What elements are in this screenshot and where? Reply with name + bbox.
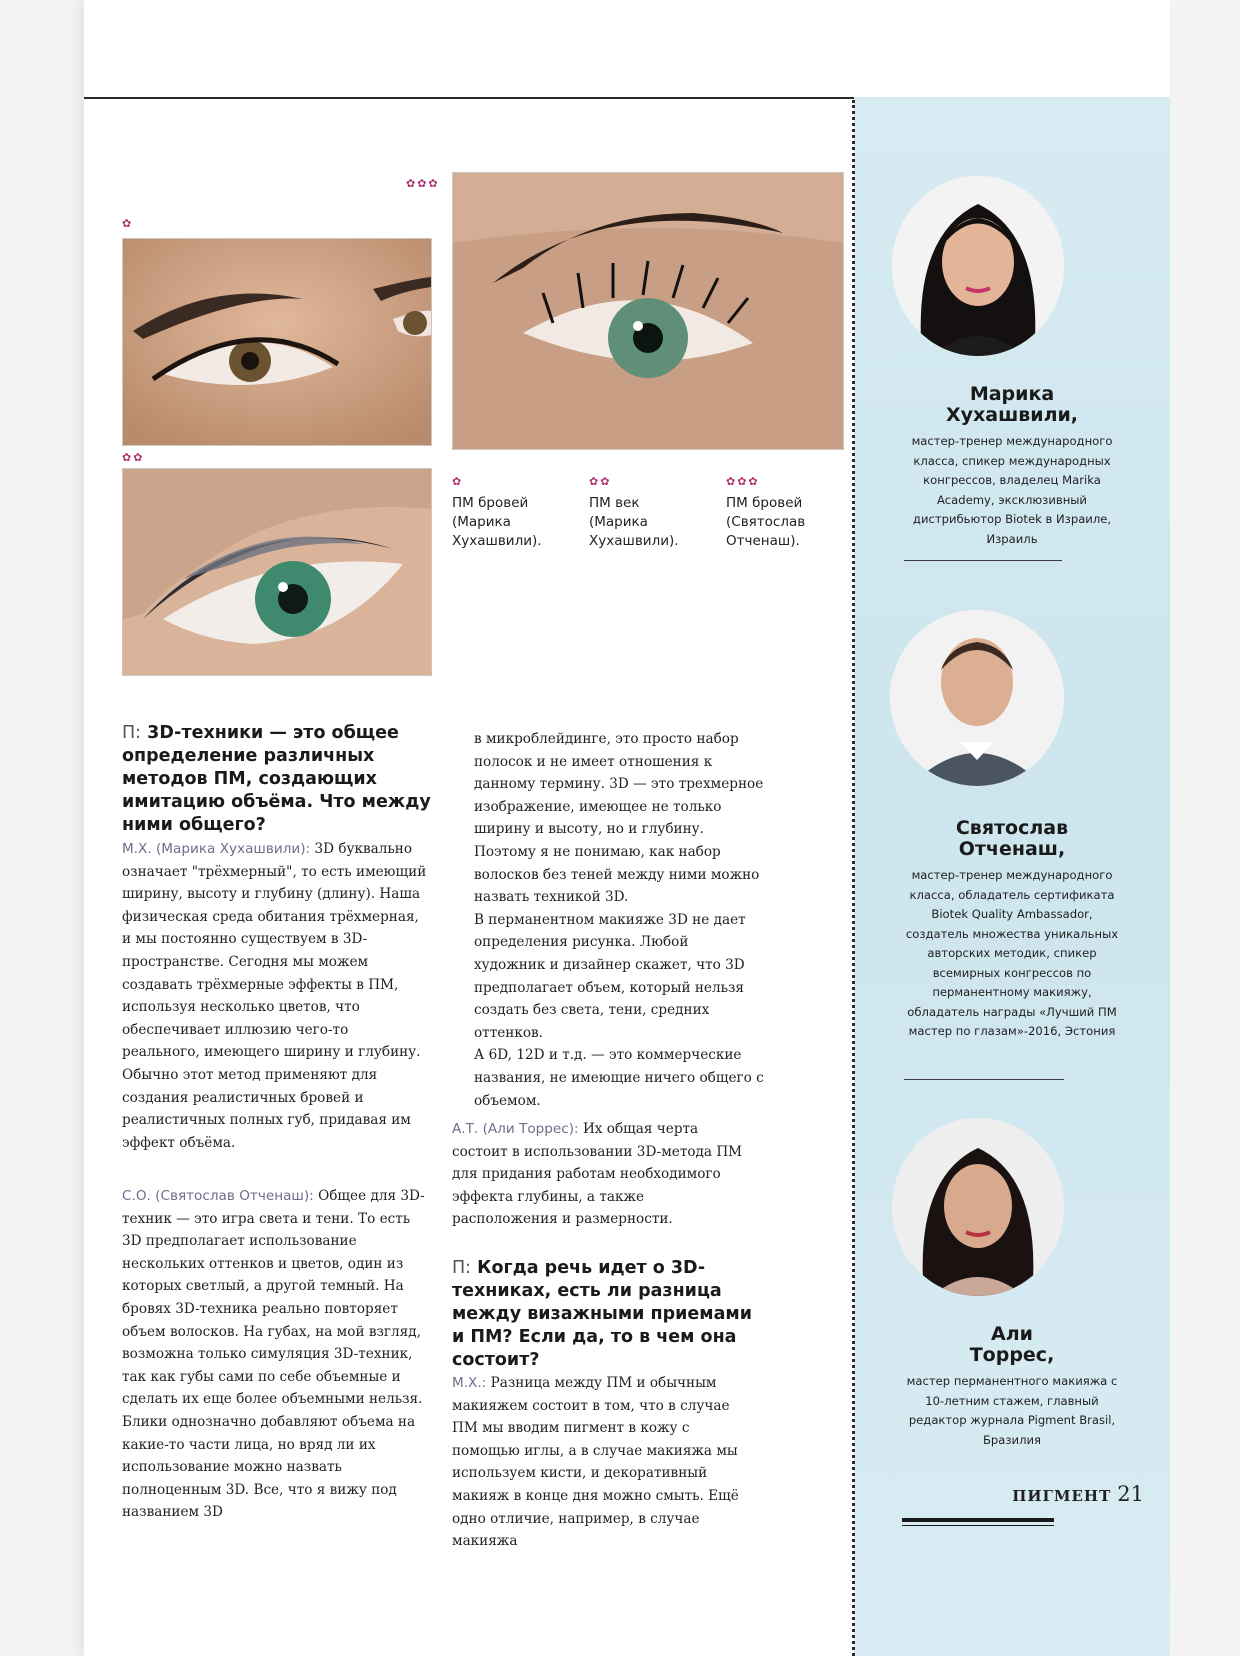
photo-brow-pm-1 [122,238,432,446]
answer-mh-2 [452,1372,752,1553]
answer-so-1 [122,1185,430,1524]
expert-last-name: Отченаш, [958,838,1066,860]
expert-separator [904,1079,1064,1080]
avatar-ali [892,1118,1064,1296]
page-folio [1012,1482,1144,1506]
expert-bio-marika: мастер-тренер международного класса, спикер международных конгрессов, владелец Marika Academy, эксклюзивный дистрибьютор Biotek в Израиле, Израиль [911,434,1113,546]
photo-marker-1: ✿ [122,217,134,230]
caption-2: ПМ век (Марика Хухашвили). [589,495,679,549]
top-rule [84,97,854,99]
answer-text: Их общая черта состоит в использовании 3D-метода ПМ для придания работам необходимого эффекта глубины, а также расположения и размерности. [452,1121,743,1228]
caption-3: ПМ бровей (Святослав Отченаш). [726,495,806,549]
expert-first-name: Святослав [955,817,1069,839]
expert-first-name: Марика [969,383,1055,405]
expert-last-name: Хухашвили, [945,404,1079,426]
answer-text: А 6D, 12D и т.д. — это коммерческие названия, не имеющие ничего общего с объемом. [474,1047,764,1109]
question-prefix: П: [452,1258,472,1278]
answer-text: в микроблейдинге, это просто набор полосок и не имеет отношения к данному термину. 3D — это трехмерное изображение, имеющее не только ширину и высоту, но и глубину. Поэтому я не понимаю, как набор волосков без теней между ними можно назвать техникой 3D. [474,731,764,906]
avatar-svyatoslav [890,610,1064,786]
magazine-name: ПИГМЕНТ [1012,1487,1112,1505]
answer-mh-1 [122,838,428,1154]
answer-text: 3D буквально означает "трёхмерный", то есть имеющий ширину, высоту и глубину (длину). Наша физическая среда обитания трёхмерная, и мы постоянно существуем в 3D-пространстве. Сегодня мы можем создавать трёхмерные эффекты в ПМ, используя несколько цветов, что обеспечивает иллюзию чего-то реального, имеющего ширину и глубину. Обычно этот метод применяют для создания реалистичных бровей и реалистичных полных губ, придавая им эффект объёма. [122,841,427,1151]
answer-at-1 [452,1118,752,1231]
question-1 [122,722,432,837]
photo-marker-3: ✿✿✿ [406,177,440,190]
answer-text: Общее для 3D-техник — это игра света и тени. То есть 3D предполагает использование нескольких оттенков и цветов, один из которых светлый, а другой темный. На бровях 3D-техника реально повторяет объем волосков. На губах, на мой взгляд, возможна только симуляция 3D-техник, так как губы сами по себе объемные и сделать их еще более объемными нельзя. Блики однозначно добавляют объема на какие-то части лица, но вряд ли их использование можно назвать полноценным 3D. Все, что я вижу под названием 3D [122,1188,425,1521]
expert-first-name: Али [991,1323,1033,1345]
answer-text: В перманентном макияже 3D не дает определения рисунка. Любой художник и дизайнер скажет, что 3D предполагает объем, который нельзя создать без света, тени, средних оттенков. [474,911,746,1041]
expert-name-marika [854,384,1170,426]
expert-name-ali [854,1324,1170,1366]
speaker-label: М.Х.: [452,1375,487,1391]
caption-3-marker: ✿✿✿ [726,475,760,488]
expert-name-svyatoslav [854,818,1170,860]
speaker-label: А.Т. (Али Торрес): [452,1121,579,1137]
avatar-marika [892,176,1064,356]
dotted-divider [852,100,855,1656]
speaker-label: С.О. (Святослав Отченаш): [122,1188,314,1204]
question-2 [452,1257,762,1372]
page-number: 21 [1117,1482,1144,1506]
question-text: 3D-техники — это общее определение различных методов ПМ, создающих имитацию объёма. Что между ними общего? [122,723,431,835]
question-text: Когда речь идет о 3D-техниках, есть ли разница между визажными приемами и ПМ? Если да, то в чем она состоит? [452,1258,752,1370]
caption-2-marker: ✿✿ [589,475,612,488]
sidebar-end-rule-thin [902,1525,1054,1526]
caption-1: ПМ бровей (Марика Хухашвили). [452,495,542,549]
expert-bio-ali: мастер перманентного макияжа с 10-летним стажем, главный редактор журнала Pigment Brasil, Бразилия [906,1374,1118,1447]
expert-bio-svyatoslav: мастер-тренер международного класса, обладатель сертификата Biotek Quality Ambassador, создатель множества уникальных авторских методик, спикер всемирных конгрессов по перманентному макияжу, обладатель награды «Лучший ПМ мастер по глазам»-2016, Эстония [905,868,1119,1038]
speaker-label: М.Х. (Марика Хухашвили): [122,841,311,857]
photo-brow-pm-2 [452,172,844,450]
caption-1-marker: ✿ [452,475,464,488]
expert-last-name: Торрес, [969,1344,1055,1366]
question-prefix: П: [122,723,142,743]
photo-marker-2: ✿✿ [122,451,145,464]
expert-separator [904,560,1062,561]
photo-eyelid-pm [122,468,432,676]
answer-so-1-continued [454,728,764,1112]
sidebar-end-rule [902,1518,1054,1522]
answer-text: Разница между ПМ и обычным макияжем состоит в том, что в случае ПМ мы вводим пигмент в кожу с помощью иглы, а в случае макияжа мы используем кисти, и декоративный макияж в конце дня можно смыть. Ещё одно отличие, например, в случае макияжа [452,1375,739,1550]
